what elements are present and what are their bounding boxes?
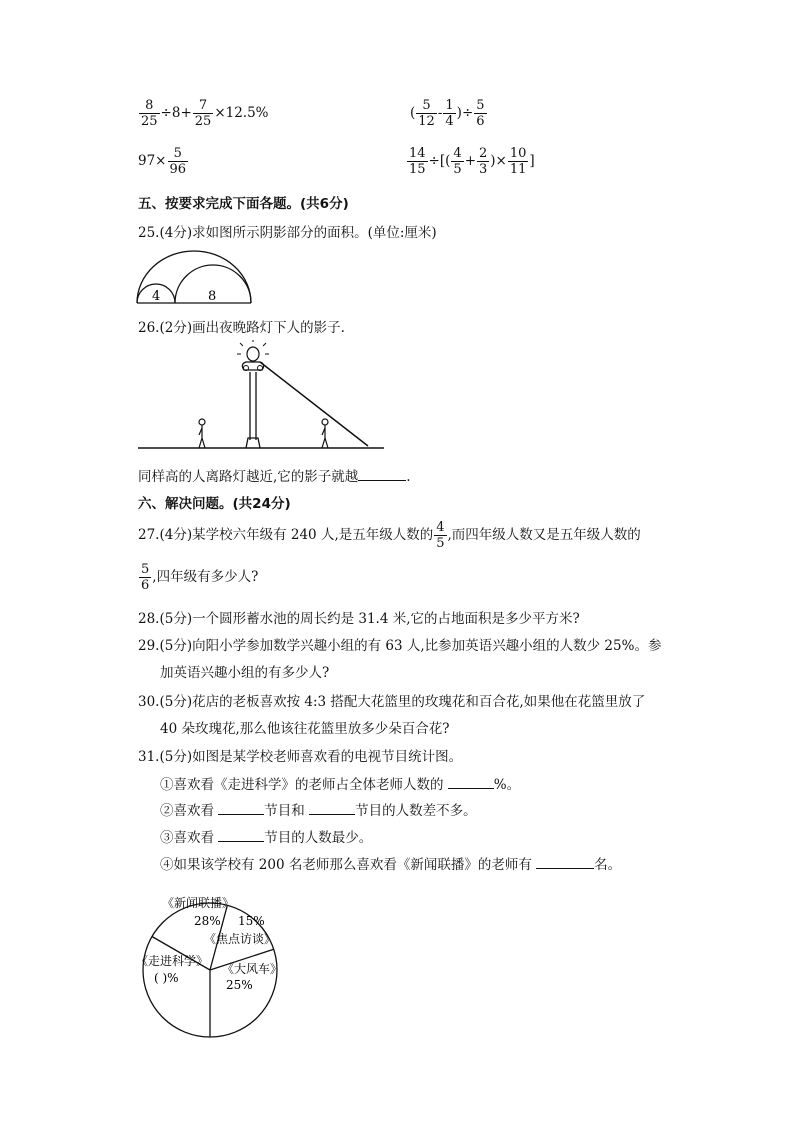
question-31: 31.(5分)如图是某学校老师喜欢看的电视节目统计图。 bbox=[138, 749, 463, 765]
calc-expression-4 bbox=[406, 146, 535, 177]
person-left-icon bbox=[199, 419, 205, 448]
lamp-pole bbox=[246, 372, 260, 448]
denominator: 6 bbox=[141, 578, 150, 593]
section-6-title: 六、解决问题。(共24分) bbox=[138, 496, 291, 512]
operator: ÷[( bbox=[428, 153, 451, 169]
sub-text: ③喜欢看 bbox=[160, 830, 214, 846]
pie-slice-value: 15% bbox=[238, 914, 265, 928]
pie-slice-value: 28% bbox=[194, 914, 221, 928]
answer-blank[interactable] bbox=[218, 802, 264, 815]
numerator: 2 bbox=[479, 146, 488, 161]
pie-labels bbox=[136, 895, 282, 992]
question-27-line2 bbox=[138, 562, 258, 593]
fill-end: . bbox=[406, 469, 411, 485]
numerator: 1 bbox=[445, 98, 454, 113]
numerator: 5 bbox=[476, 98, 485, 113]
sub-text: 节目的人数最少。 bbox=[264, 830, 373, 846]
fraction bbox=[474, 98, 486, 129]
question-31-sub2 bbox=[160, 799, 477, 819]
sub-text: ④如果该学校有 200 名老师那么喜欢看《新闻联播》的老师有 bbox=[160, 857, 532, 873]
question-29-line2: 加英语兴趣小组的有多少人? bbox=[160, 665, 330, 681]
question-text: 27.(4分)某学校六年级有 240 人,是五年级人数的 bbox=[138, 527, 434, 543]
denominator: 25 bbox=[194, 114, 212, 129]
fraction bbox=[168, 146, 189, 177]
pie-slice-label: 《焦点访谈》 bbox=[204, 932, 277, 946]
question-31-sub3 bbox=[160, 826, 372, 846]
pie-slice-label: 《大风车》 bbox=[222, 962, 283, 976]
sub-text: ②喜欢看 bbox=[160, 803, 214, 819]
denominator: 96 bbox=[169, 162, 187, 177]
question-26-fill bbox=[138, 465, 411, 485]
pie-slice-label: 《走进科学》 bbox=[136, 954, 209, 968]
operator: + bbox=[464, 153, 476, 169]
sub-text: %。 bbox=[493, 777, 521, 793]
fraction bbox=[443, 98, 455, 129]
fraction bbox=[139, 562, 151, 593]
sub-text: ①喜欢看《走进科学》的老师占全体老师人数的 bbox=[160, 777, 444, 793]
denominator: 12 bbox=[418, 114, 435, 129]
question-28: 28.(5分)一个圆形蓄水池的周长约是 31.4 米,它的占地面积是多少平方米? bbox=[138, 611, 580, 627]
fraction bbox=[477, 146, 489, 177]
pie-chart bbox=[134, 885, 304, 1040]
sub-text: 节目的人数差不多。 bbox=[355, 803, 477, 819]
numerator: 5 bbox=[141, 562, 150, 577]
numerator: 10 bbox=[509, 146, 527, 161]
answer-blank[interactable] bbox=[218, 829, 264, 842]
question-30: 30.(5分)花店的老板喜欢按 4:3 搭配大花篮里的玫瑰花和百合花,如果他在花篮里放了 bbox=[138, 694, 646, 710]
fill-text: 同样高的人离路灯越近,它的影子就越 bbox=[138, 469, 359, 485]
person-right-icon bbox=[322, 419, 328, 448]
sub-text: 名。 bbox=[594, 857, 622, 873]
operator: ÷8+ bbox=[160, 105, 192, 121]
denominator: 11 bbox=[509, 162, 527, 177]
operator: 97× bbox=[138, 153, 167, 169]
question-31-sub4 bbox=[160, 853, 621, 873]
question-30-line2: 40 朵玫瑰花,那么他该往花篮里放多少朵百合花? bbox=[160, 721, 450, 737]
semicircle-figure bbox=[134, 248, 256, 308]
denominator: 6 bbox=[476, 114, 485, 129]
answer-blank[interactable] bbox=[358, 468, 406, 481]
question-25: 25.(4分)求如图所示阴影部分的面积。(单位:厘米) bbox=[138, 225, 437, 241]
calc-expression-2 bbox=[410, 98, 488, 129]
answer-blank[interactable] bbox=[309, 802, 355, 815]
section-5-title: 五、按要求完成下面各题。(共6分) bbox=[138, 196, 349, 212]
question-31-sub1 bbox=[160, 773, 520, 793]
operator: ÷ bbox=[461, 105, 474, 121]
denominator: 25 bbox=[141, 114, 158, 129]
label-8: 8 bbox=[208, 289, 217, 304]
operator: )× bbox=[490, 153, 507, 169]
pie-slice-label: 《新闻联播》 bbox=[162, 896, 235, 910]
denominator: 3 bbox=[479, 162, 488, 177]
denominator: 4 bbox=[445, 114, 454, 129]
fraction bbox=[139, 98, 160, 129]
question-27 bbox=[138, 520, 641, 551]
fraction bbox=[451, 146, 463, 177]
question-29: 29.(5分)向阳小学参加数学兴趣小组的有 63 人,比参加英语兴趣小组的人数少 25%。参 bbox=[138, 638, 662, 654]
denominator: 15 bbox=[409, 162, 426, 177]
light-ray-line bbox=[260, 362, 368, 446]
numerator: 4 bbox=[436, 520, 445, 535]
pie-slice-value: 25% bbox=[226, 978, 253, 992]
answer-blank[interactable] bbox=[448, 776, 494, 789]
numerator: 4 bbox=[453, 146, 462, 161]
question-26: 26.(2分)画出夜晚路灯下人的影子. bbox=[138, 320, 345, 336]
operator: ×12.5% bbox=[214, 105, 269, 121]
calc-expression-1 bbox=[138, 98, 269, 129]
bracket: ] bbox=[529, 153, 535, 169]
paren: ) bbox=[456, 105, 462, 121]
label-4: 4 bbox=[152, 289, 161, 304]
numerator: 5 bbox=[416, 98, 437, 114]
question-text: ,而四年级人数又是五年级人数的 bbox=[447, 527, 641, 543]
question-text: ,四年级有多少人? bbox=[152, 569, 259, 585]
fraction bbox=[407, 146, 428, 177]
sub-text: 节目和 bbox=[264, 803, 305, 819]
calc-expression-3 bbox=[138, 146, 189, 177]
fraction bbox=[416, 98, 437, 129]
paren: ( bbox=[410, 105, 416, 121]
operator: - bbox=[437, 105, 443, 121]
numerator: 7 bbox=[193, 98, 214, 114]
street-lamp-figure bbox=[136, 340, 386, 455]
fraction bbox=[434, 520, 446, 551]
fraction bbox=[193, 98, 214, 129]
numerator: 8 bbox=[139, 98, 160, 114]
fraction bbox=[508, 146, 529, 177]
denominator: 5 bbox=[436, 536, 445, 551]
numerator: 5 bbox=[168, 146, 189, 162]
pie-slice-value: ( )% bbox=[154, 971, 179, 985]
denominator: 5 bbox=[453, 162, 462, 177]
numerator: 14 bbox=[409, 146, 426, 161]
answer-blank[interactable] bbox=[536, 856, 594, 869]
